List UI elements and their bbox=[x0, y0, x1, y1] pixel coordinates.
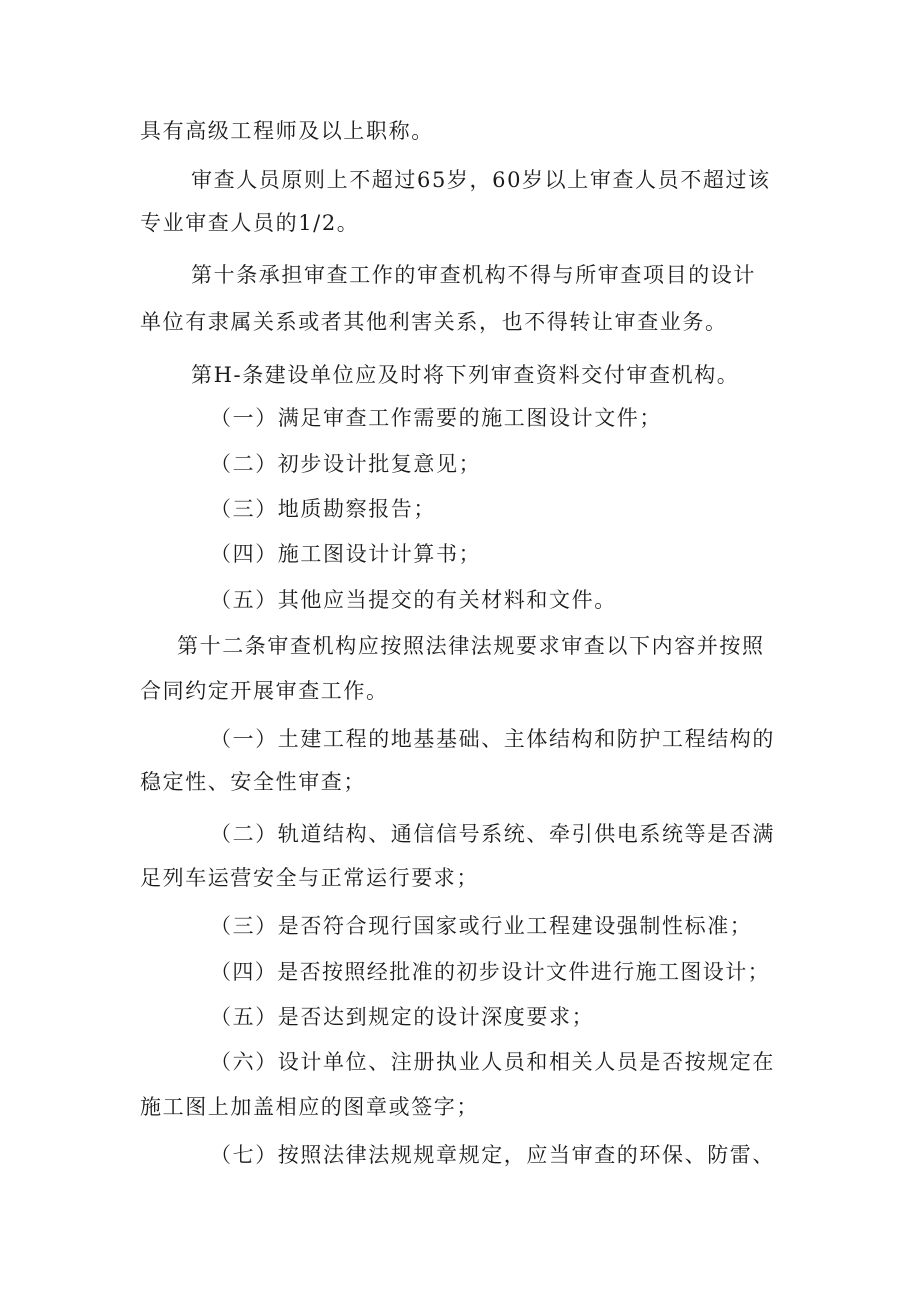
list-item: （四）施工图设计计算书； bbox=[210, 542, 482, 566]
text-line: 第H-条建设单位应及时将下列审查资料交付审查机构。 bbox=[191, 363, 740, 387]
list-item: （四）是否按照经批准的初步设计文件进行施工图设计； bbox=[210, 960, 770, 984]
list-item: （五）是否达到规定的设计深度要求； bbox=[210, 1005, 595, 1029]
text-line: 施工图上加盖相应的图章或签字； bbox=[140, 1095, 479, 1119]
text-line: 审查人员原则上不超过65岁，60岁以上审查人员不超过该 bbox=[191, 168, 771, 192]
list-item: （二）初步设计批复意见； bbox=[210, 452, 482, 476]
text-line: 足列车运营安全与正常运行要求； bbox=[140, 866, 479, 890]
list-item: （一）满足审查工作需要的施工图设计文件； bbox=[210, 406, 662, 430]
list-item: （七）按照法律法规规章规定，应当审查的环保、防雷、 bbox=[210, 1143, 775, 1167]
list-item: （六）设计单位、注册执业人员和相关人员是否按规定在 bbox=[210, 1050, 775, 1074]
text-line: 合同约定开展审查工作。 bbox=[140, 679, 389, 703]
list-item: （五）其他应当提交的有关材料和文件。 bbox=[210, 588, 617, 612]
list-item: （二）轨道结构、通信信号系统、牵引供电系统等是否满 bbox=[210, 822, 775, 846]
list-item: （三）地质勘察报告； bbox=[210, 497, 436, 521]
text-line: 第十二条审查机构应按照法律法规要求审查以下内容并按照 bbox=[177, 634, 765, 658]
text-line: 专业审查人员的1/2。 bbox=[140, 211, 360, 235]
list-item: （一）土建工程的地基基础、主体结构和防护工程结构的 bbox=[210, 727, 775, 751]
text-line: 第十条承担审查工作的审查机构不得与所审查项目的设计 bbox=[191, 263, 756, 287]
text-line: 单位有隶属关系或者其他利害关系，也不得转让审查业务。 bbox=[140, 310, 728, 334]
text-line: 稳定性、安全性审查； bbox=[140, 770, 366, 794]
list-item: （三）是否符合现行国家或行业工程建设强制性标准； bbox=[210, 914, 753, 938]
text-line: 具有高级工程师及以上职称。 bbox=[140, 119, 434, 143]
